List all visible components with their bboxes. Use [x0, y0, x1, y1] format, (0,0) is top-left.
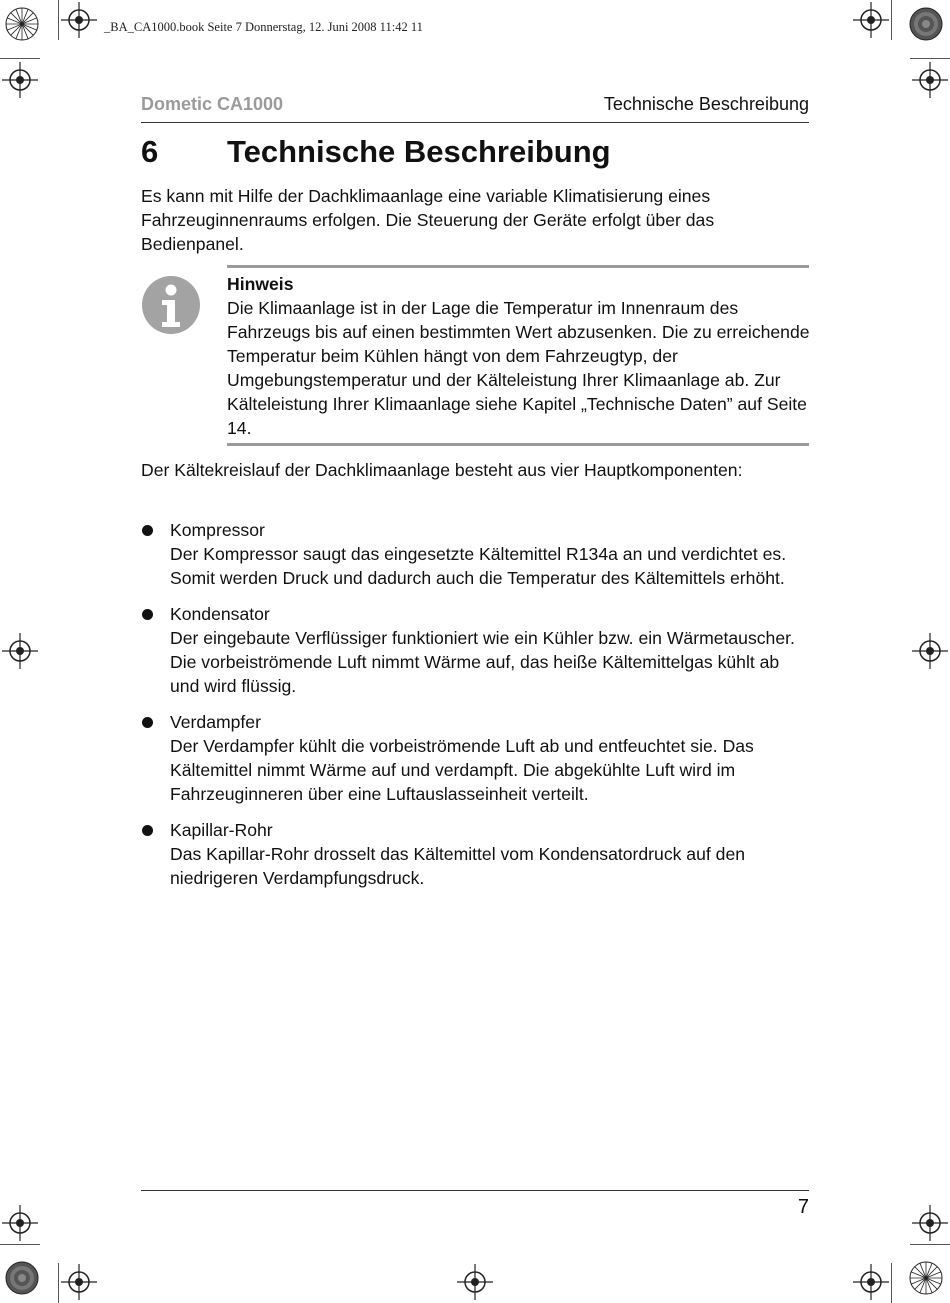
registration-mark-icon: [457, 1264, 493, 1300]
crop-mark: [0, 1244, 40, 1245]
crop-mark: [891, 1263, 892, 1303]
intro-paragraph: Es kann mit Hilfe der Dachklimaanlage eine variable Klimatisierung eines Fahrzeuginnenraums erfolgen. Die Steuerung der Geräte erfolgt über das Bedienpanel.: [141, 186, 715, 254]
list-item: [141, 518, 813, 590]
registration-mark-icon: [912, 633, 948, 669]
component-term: Kondensator: [170, 604, 270, 624]
bullet-icon: [142, 825, 153, 836]
section-title: Technische Beschreibung: [603, 94, 809, 114]
chapter-number: 6: [141, 134, 159, 169]
note-rule-top: [227, 265, 809, 268]
lead-paragraph: Der Kältekreislauf der Dachklimaanlage besteht aus vier Hauptkomponenten:: [141, 460, 743, 480]
chapter-title: Technische Beschreibung: [227, 134, 611, 169]
registration-mark-icon: [912, 62, 948, 98]
component-description: Der Verdampfer kühlt die vorbeiströmende Luft ab und entfeuchtet sie. Das Kältemittel nimmt Wärme auf und verdampft. Die abgekühlte Luft wird im Fahrzeuginneren über eine Luftauslasseinheit verteilt.: [170, 736, 754, 804]
registration-mark-icon: [2, 633, 38, 669]
crop-mark: [891, 0, 892, 40]
crop-mark: [58, 0, 59, 40]
component-description: Der eingebaute Verflüssiger funktioniert wie ein Kühler bzw. ein Wärmetauscher. Die vorbeiströmende Luft nimmt Wärme auf, das heiße Kältemittelgas kühlt ab und wird flüssig.: [170, 628, 795, 696]
running-header: [141, 94, 809, 123]
component-term: Kompressor: [170, 520, 265, 540]
note-title: Hinweis: [227, 274, 294, 294]
bullet-icon: [142, 525, 153, 536]
crop-mark: [58, 1263, 59, 1303]
bullet-icon: [142, 717, 153, 728]
registration-mark-icon: [61, 2, 97, 38]
list-item: [141, 710, 813, 806]
crop-mark: [910, 1244, 950, 1245]
note-text: Die Klimaanlage ist in der Lage die Temperatur im Innenraum des Fahrzeugs bis auf einen bestimmten Wert abzusenken. Die zu erreichende Temperatur beim Kühlen hängt von dem Fahrzeugtyp, der Umgebungstemperatur und der Kälteleistung Ihrer Klimaanlage ab. Zur Kälteleistung Ihrer Klimaanlage siehe Kapitel „Technische Daten” auf Seite 14.: [227, 298, 810, 438]
component-list: [141, 518, 813, 902]
registration-mark-icon: [853, 1264, 889, 1300]
component-term: Verdampfer: [170, 712, 261, 732]
note-rule-bottom: [227, 443, 809, 446]
color-rosette-icon: [908, 6, 944, 42]
list-item: [141, 602, 813, 698]
crop-mark: [910, 58, 950, 59]
note-box: [141, 265, 809, 445]
brand-name: Dometic CA1000: [141, 94, 284, 114]
list-item: [141, 818, 813, 890]
color-rosette-icon: [4, 6, 40, 42]
component-term: Kapillar-Rohr: [170, 820, 273, 840]
registration-mark-icon: [2, 1205, 38, 1241]
chapter-heading: [141, 134, 809, 170]
registration-mark-icon: [853, 2, 889, 38]
registration-mark-icon: [61, 1264, 97, 1300]
info-icon: [141, 275, 201, 335]
component-description: Der Kompressor saugt das eingesetzte Kältemittel R134a an und verdichtet es. Somit werden Druck und dadurch auch die Temperatur des Kältemittels erhöht.: [170, 544, 787, 588]
print-slug: _BA_CA1000.book Seite 7 Donnerstag, 12. Juni 2008 11:42 11: [104, 20, 423, 34]
registration-mark-icon: [912, 1205, 948, 1241]
component-description: Das Kapillar-Rohr drosselt das Kältemittel vom Kondensatordruck auf den niedrigeren Verdampfungsdruck.: [170, 844, 746, 888]
crop-mark: [0, 58, 40, 59]
page-number: 7: [797, 1196, 809, 1218]
color-rosette-icon: [908, 1260, 944, 1296]
footer-rule: [141, 1190, 809, 1191]
color-rosette-icon: [4, 1260, 40, 1296]
registration-mark-icon: [2, 62, 38, 98]
bullet-icon: [142, 609, 153, 620]
